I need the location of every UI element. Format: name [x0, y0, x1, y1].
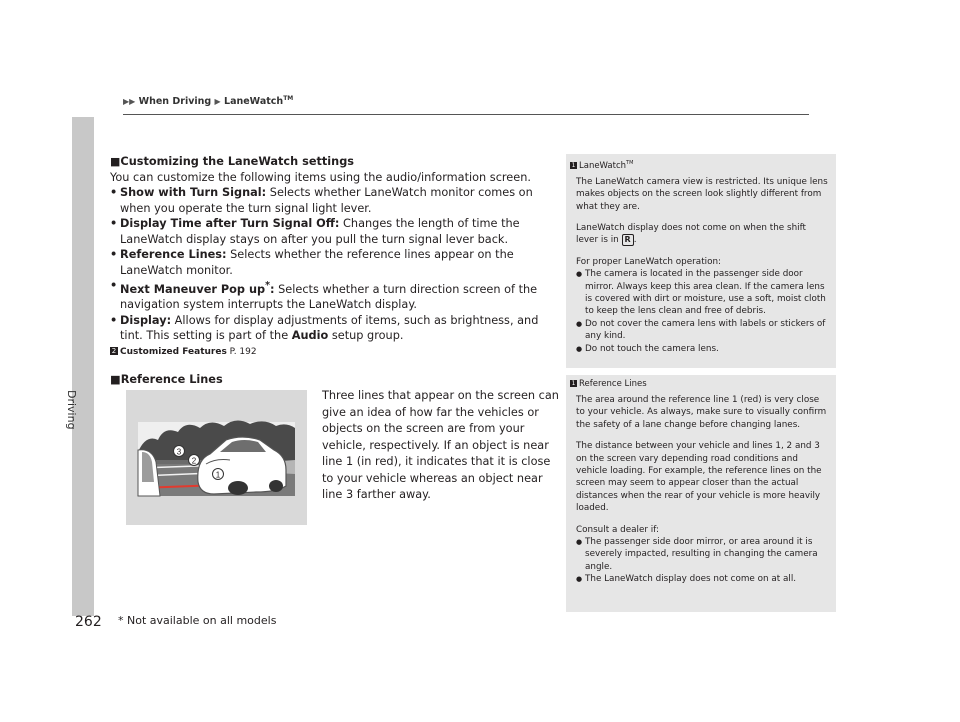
list-item: ● The passenger side door mirror, or area around it is severely impacted, resulting in changing the camera angle. — [576, 536, 828, 573]
note-paragraph: The distance between your vehicle and lines 1, 2 and 3 on the screen vary depending road conditions and vehicle loading. For example, the reference lines on the screen may seem to appear closer than the actual distances when the rear of your vehicle is more heavily loaded. — [576, 441, 822, 514]
customizing-section — [110, 154, 560, 360]
customizing-heading: ■Customizing the LaneWatch settings — [110, 155, 355, 168]
reference-marker-1: 1 — [215, 470, 221, 480]
customizing-intro: You can customize the following items using the audio/information screen. — [110, 170, 531, 184]
note-paragraph: LaneWatch display does not come on when the shift lever is in R . — [576, 223, 806, 246]
lanewatch-camera-illustration — [126, 390, 307, 525]
breadcrumb-arrow-icon: ▶▶ — [123, 97, 136, 107]
reference-lines-body: Three lines that appear on the screen can give an idea of how far the vehicles or objects on the screen are from your vehicle, respectively. If an object is near line 1 (in red), it indicates that it is close to your vehicle whereas an object near line 3 farther away. — [322, 389, 559, 501]
note-bullets — [576, 268, 828, 355]
list-item: ● The LaneWatch display does not come on at all. — [576, 573, 828, 585]
section-square-icon: ■ — [110, 155, 121, 168]
breadcrumb-current: LaneWatch™ — [224, 95, 294, 108]
settings-list — [110, 185, 560, 344]
breadcrumb-arrow-icon: ▶ — [214, 97, 221, 107]
list-item: • Display Time after Turn Signal Off: Changes the length of time the LaneWatch display stays on after you pull the turn signal lever back. — [110, 216, 560, 247]
reference-marker-2: 2 — [191, 456, 197, 466]
list-item: • Reference Lines: Selects whether the reference lines appear on the LaneWatch monitor. — [110, 247, 560, 278]
note-paragraph: The area around the reference line 1 (red) is very close to your vehicle. As always, make sure to visually confirm the safety of a lane change before changing lanes. — [576, 395, 827, 430]
list-item: • Show with Turn Signal: Selects whether LaneWatch monitor comes on when you operate the turn signal light lever. — [110, 185, 560, 216]
shift-r-key-icon: R — [622, 234, 634, 246]
list-item: ● Do not touch the camera lens. — [576, 343, 828, 355]
list-item: • Next Maneuver Pop up*: Selects whether a turn direction screen of the navigation system interrupts the LaneWatch display. — [110, 278, 560, 313]
reference-marker-3: 3 — [176, 447, 182, 457]
note-marker-icon: 1 — [571, 380, 576, 387]
chapter-side-tab — [72, 117, 94, 616]
cross-reference-link[interactable]: 2 Customized Features P. 192 — [111, 346, 257, 357]
chapter-side-label: Driving — [65, 390, 78, 430]
footnote: * Not available on all models — [118, 614, 277, 627]
list-item: ● The camera is located in the passenger side door mirror. Always keep this area clean. If the camera lens is covered with dirt or moisture, use a soft, moist cloth to keep the lens clean and free of debris. — [576, 268, 828, 318]
header-divider — [123, 114, 809, 115]
lanewatch-note-box — [566, 154, 836, 368]
reference-lines-heading: ■Reference Lines — [110, 373, 223, 386]
note-paragraph: Consult a dealer if: — [576, 524, 659, 535]
breadcrumb-parent[interactable]: When Driving — [138, 96, 212, 108]
list-item: • Display: Allows for display adjustments of items, such as brightness, and tint. This setting is part of the Audio setup group. — [110, 313, 560, 344]
page-number: 262 — [75, 614, 102, 630]
note-title: 1 Reference Lines — [571, 379, 647, 389]
note-bullets — [576, 536, 828, 586]
section-square-icon: ■ — [110, 373, 121, 386]
note-title: 1 LaneWatch™ — [571, 160, 634, 171]
reference-lines-note-box — [566, 375, 836, 612]
cross-reference-icon: 2 — [111, 347, 117, 356]
camera-view-drawing — [126, 390, 307, 525]
list-item: ● Do not cover the camera lens with labels or stickers of any kind. — [576, 318, 828, 343]
note-paragraph: The LaneWatch camera view is restricted. Its unique lens makes objects on the screen look slightly different from what they are. — [576, 176, 828, 212]
note-marker-icon: 1 — [571, 161, 576, 169]
breadcrumb — [123, 95, 293, 107]
note-paragraph: For proper LaneWatch operation: — [576, 256, 722, 267]
